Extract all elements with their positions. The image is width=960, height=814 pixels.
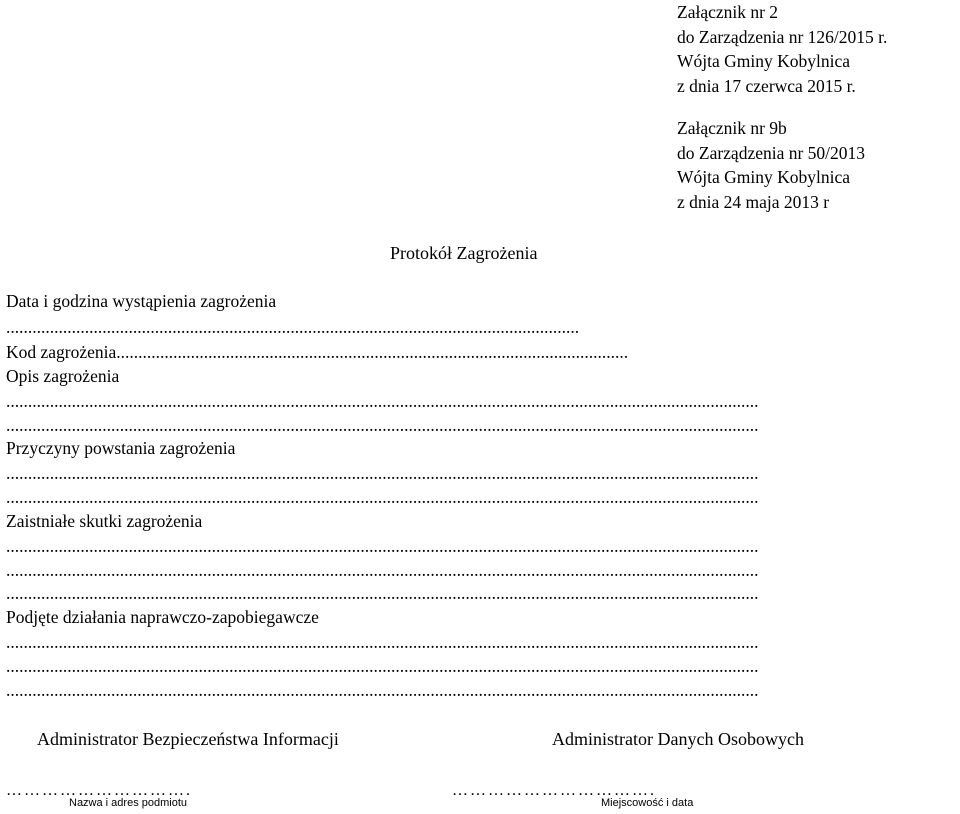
description-label: Opis zagrożenia: [6, 366, 120, 386]
annex-line: Wójta Gminy Kobylnica: [677, 51, 851, 71]
page-title: Protokół Zagrożenia: [390, 243, 538, 263]
corrective-actions-field-line[interactable]: ............................................................................................................................................................................: [6, 632, 759, 652]
effects-label: Zaistniałe skutki zagrożenia: [6, 511, 203, 531]
corrective-actions-field-line[interactable]: ............................................................................................................................................................................: [6, 656, 759, 676]
annex-line: z dnia 24 maja 2013 r: [677, 191, 830, 212]
annex-line: Załącznik nr 9b: [677, 118, 787, 138]
corrective-actions-field-line[interactable]: ............................................................................................................................................................................: [6, 680, 759, 700]
effects-field-line[interactable]: ............................................................................................................................................................................: [6, 560, 759, 580]
annex-line: Załącznik nr 2: [677, 2, 779, 22]
causes-field-line[interactable]: ............................................................................................................................................................................: [6, 463, 759, 483]
threat-code-field[interactable]: Kod zagrożenia.....................................................................................................................: [6, 342, 629, 362]
left-signature-line[interactable]: ………………………….: [6, 782, 192, 799]
annex-line: Wójta Gminy Kobylnica: [677, 167, 851, 187]
data-administrator-title: Administrator Danych Osobowych: [552, 729, 804, 749]
annex-line: do Zarządzenia nr 50/2013: [677, 142, 866, 163]
date-time-label: Data i godzina wystąpienia zagrożenia: [6, 291, 277, 311]
annex-block-original: [677, 116, 865, 214]
causes-label: Przyczyny powstania zagrożenia: [6, 438, 236, 458]
effects-field-line[interactable]: ............................................................................................................................................................................: [6, 583, 759, 603]
left-signature-caption: Nazwa i adres podmiotu: [69, 797, 188, 809]
annex-block-current: [677, 0, 887, 98]
right-signature-caption: Miejscowość i data: [601, 797, 694, 809]
annex-line: do Zarządzenia nr 126/2015 r.: [677, 26, 888, 47]
security-administrator-title: Administrator Bezpieczeństwa Informacji: [37, 729, 339, 749]
effects-field-line[interactable]: ............................................................................................................................................................................: [6, 536, 759, 556]
annex-line: z dnia 17 czerwca 2015 r.: [677, 75, 856, 96]
causes-field-line[interactable]: ............................................................................................................................................................................: [6, 487, 759, 507]
corrective-actions-label: Podjęte działania naprawczo-zapobiegawcze: [6, 607, 319, 627]
right-signature-line[interactable]: …………………………….: [452, 782, 656, 799]
description-field-line[interactable]: ............................................................................................................................................................................: [6, 391, 759, 411]
date-time-field[interactable]: ...................................................................................................................................: [6, 317, 580, 337]
description-field-line[interactable]: ............................................................................................................................................................................: [6, 415, 759, 435]
